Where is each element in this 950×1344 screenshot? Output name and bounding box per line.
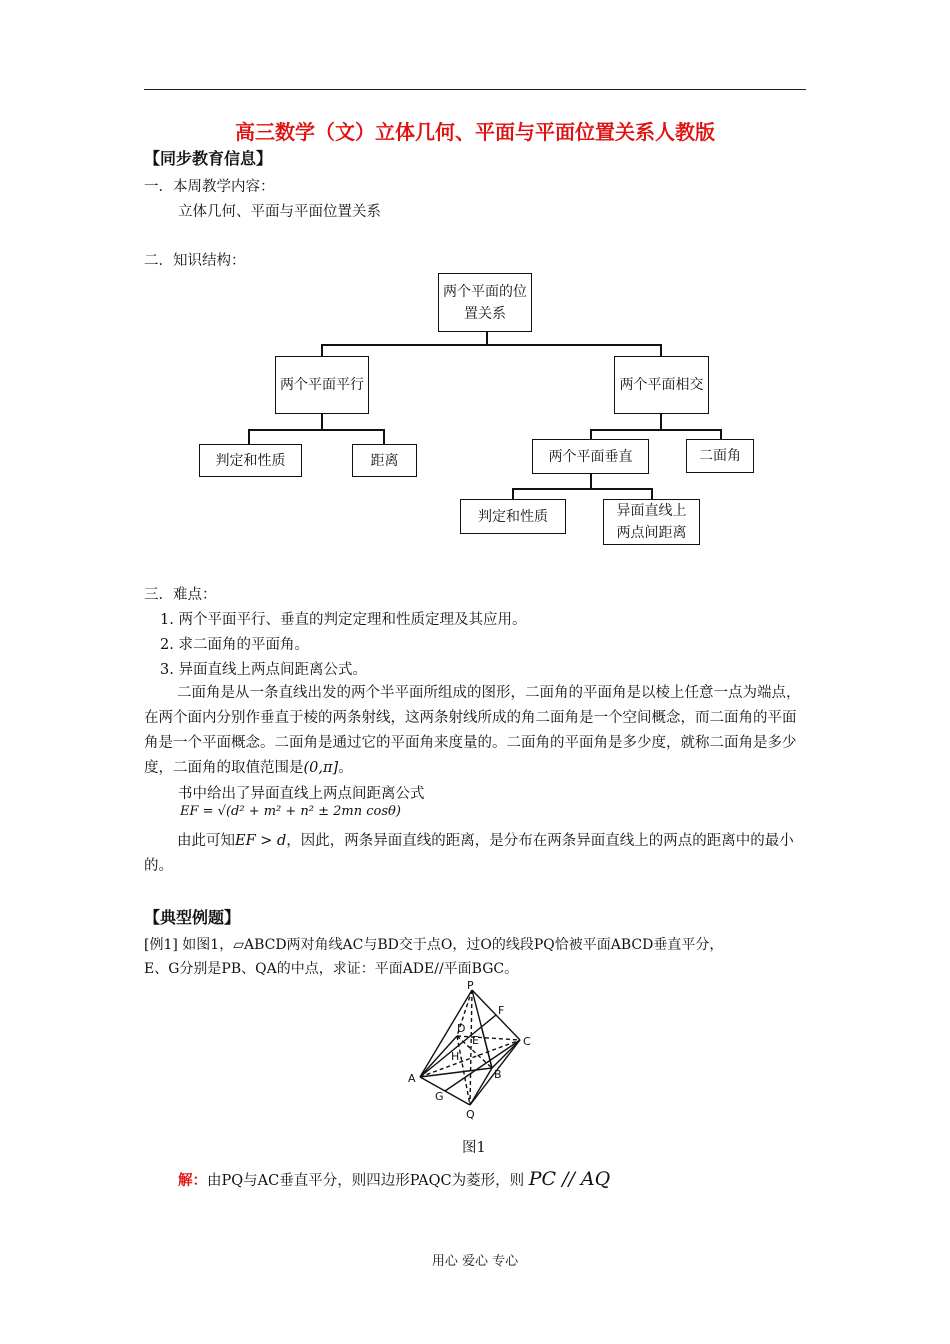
header-rule — [144, 89, 806, 90]
tree-node-dihedral-angle: 二面角 — [686, 439, 754, 473]
solution-line: 解：由PQ与AC垂直平分，则四边形PAQC为菱形，则 PC // AQ — [178, 1168, 611, 1190]
tree-node-distance: 距离 — [352, 444, 417, 477]
figure-label-g: G — [435, 1090, 444, 1103]
figure-label-b: B — [494, 1068, 502, 1081]
figure-label-q: Q — [466, 1108, 475, 1120]
section-heading-sync-info: 【同步教育信息】 — [144, 149, 273, 168]
figure-label-p: P — [467, 980, 474, 992]
item1-content: 立体几何、平面与平面位置关系 — [178, 204, 381, 220]
tree-node-judge-property-1: 判定和性质 — [199, 444, 302, 477]
figure-label-h: H — [451, 1050, 460, 1063]
figure-label-a: A — [408, 1072, 416, 1085]
tree-node-parallel: 两个平面平行 — [275, 356, 369, 414]
dihedral-angle-paragraph: 二面角是从一条直线出发的两个半平面所组成的图形，二面角的平面角是以棱上任意一点为端点，在两个面内分别作垂直于棱的两条射线，这两条射线所成的角二面角是一个空间概念，而二面角的平面角是一个平面概念。二面角是通过它的平面角来度量的。二面角的平面角是多少度，就称二面角是多少度，二面角的取值范围是(0,π]。 — [144, 685, 801, 776]
figure-label-c: C — [523, 1035, 531, 1048]
formula-intro: 书中给出了异面直线上两点间距离公式 — [178, 786, 425, 802]
example1-text-line1: [例1] 如图1，▱ABCD两对角线AC与BD交于点O，过O的线段PQ恰被平面ABCD垂直平分， — [144, 937, 724, 953]
tree-node-judge-property-2: 判定和性质 — [460, 499, 566, 534]
item1-label: 一．本周教学内容： — [144, 179, 275, 195]
figure1-geometry — [402, 980, 542, 1120]
figure-label-f: F — [498, 1004, 505, 1017]
figure1-caption: 图1 — [462, 1140, 486, 1156]
difficulty-item: 2. 求二面角的平面角。 — [160, 637, 309, 653]
difficulties-label: 三．难点： — [144, 587, 217, 603]
conclusion-paragraph: 由此可知EF > d，因此，两条异面直线的距离，是分布在两条异面直线上的两点的距离中的最小的。 — [144, 833, 794, 874]
item2-label: 二．知识结构： — [144, 253, 246, 269]
figure-label-d: D — [457, 1022, 466, 1035]
tree-node-skew-line-distance: 异面直线上两点间距离 — [603, 499, 700, 545]
tree-node-perpendicular: 两个平面垂直 — [532, 439, 649, 474]
tree-node-intersect: 两个平面相交 — [614, 356, 709, 414]
difficulty-item: 3. 异面直线上两点间距离公式。 — [160, 662, 367, 678]
tree-node-root: 两个平面的位置关系 — [438, 273, 532, 332]
example1-text-line2: E、G分别是PB、QA的中点，求证：平面ADE//平面BGC。 — [144, 961, 519, 977]
distance-formula: EF = √(d² + m² + n² ± 2mn cosθ) — [180, 804, 401, 819]
page-footer: 用心 爱心 专心 — [431, 1254, 519, 1269]
page-title: 高三数学（文）立体几何、平面与平面位置关系人教版 — [235, 120, 715, 144]
solution-math: PC // AQ — [528, 1168, 611, 1190]
section-heading-examples: 【典型例题】 — [144, 908, 241, 927]
solution-label: 解： — [178, 1172, 207, 1189]
angle-range: (0,π] — [303, 760, 339, 776]
difficulty-item: 1. 两个平面平行、垂直的判定定理和性质定理及其应用。 — [160, 612, 527, 628]
figure-label-e: E — [472, 1034, 479, 1047]
